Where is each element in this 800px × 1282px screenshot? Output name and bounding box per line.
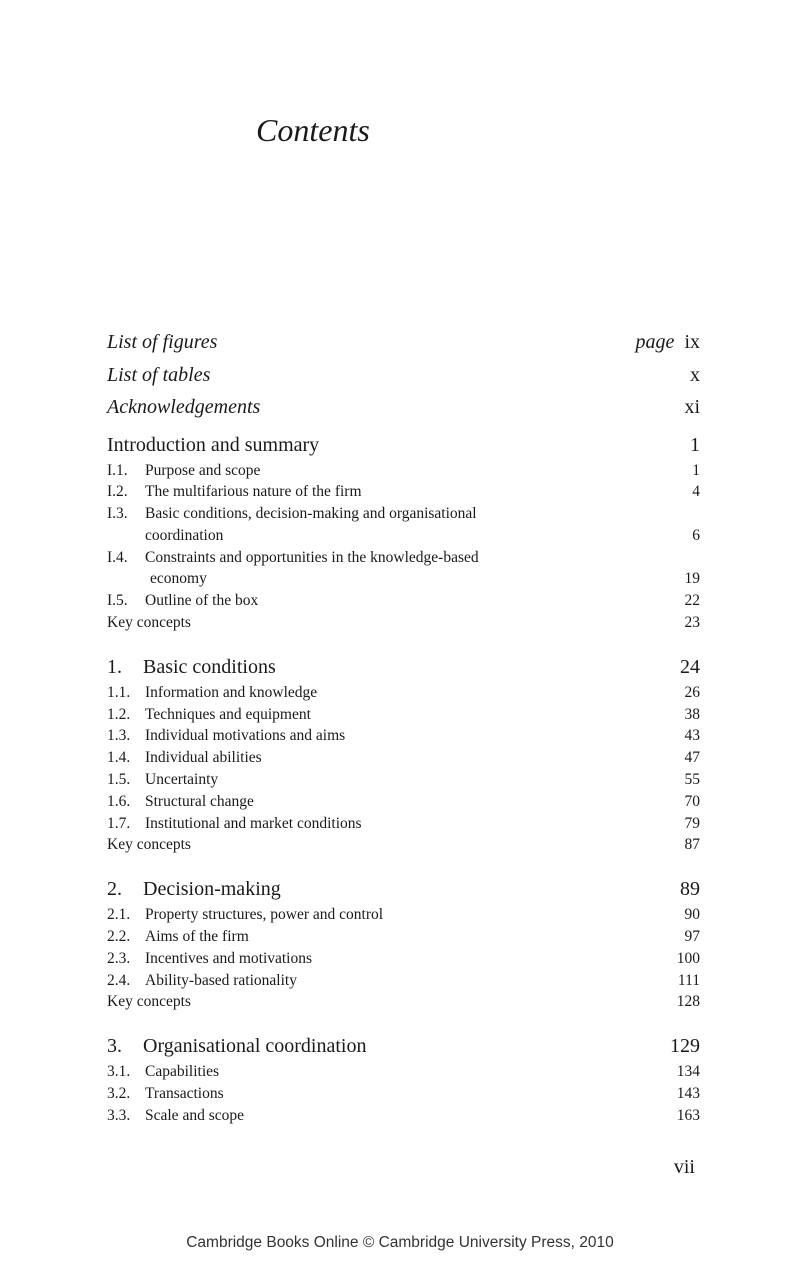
chapter-number: 3. [107, 1035, 122, 1058]
toc-page-number: 1 [692, 461, 700, 479]
section-title: Information and knowledge [145, 683, 318, 701]
section-number: 1.5. [107, 771, 131, 789]
key-concepts-label: Key concepts [107, 993, 191, 1011]
section-title: Individual motivations and aims [145, 727, 346, 745]
toc-page-number: 79 [684, 814, 700, 832]
toc-chapter-1[interactable] [107, 652, 700, 682]
toc-section[interactable] [107, 590, 700, 612]
key-concepts-label: Key concepts [107, 836, 191, 854]
toc-section[interactable] [107, 682, 700, 704]
section-title: Structural change [145, 792, 254, 810]
toc-chapter-label: Organisational coordination [143, 1035, 367, 1058]
toc-front-item[interactable] [107, 391, 700, 424]
page-folio: vii [673, 1156, 695, 1178]
toc-section[interactable] [107, 769, 700, 791]
toc-page-number: 24 [680, 655, 700, 678]
toc-section[interactable] [107, 460, 700, 482]
page-word: page [635, 331, 675, 353]
toc-chapter-label: Basic conditions [143, 655, 276, 678]
section-number: 2.2. [107, 928, 131, 946]
section-title-line1: Basic conditions, decision-making and organisational [145, 505, 477, 523]
toc-section[interactable] [107, 948, 700, 970]
section-number: 1.3. [107, 727, 131, 745]
section-title: Ability-based rationality [145, 971, 297, 989]
table-of-contents [107, 326, 700, 1127]
toc-key-concepts[interactable] [107, 834, 700, 856]
section-number: 3.1. [107, 1063, 131, 1081]
toc-section[interactable] [107, 791, 700, 813]
toc-page-number: 47 [684, 749, 700, 767]
toc-section[interactable] [107, 547, 700, 591]
section-number: I.2. [107, 483, 128, 501]
section-number: 2.3. [107, 949, 131, 967]
toc-item-label: List of figures [107, 331, 218, 353]
section-title: Aims of the firm [145, 928, 249, 946]
section-title: Outline of the box [145, 592, 259, 610]
toc-page-number: 23 [684, 614, 700, 632]
toc-chapter-label: Introduction and summary [107, 433, 320, 456]
section-number: I.4. [107, 548, 128, 566]
section-title: Transactions [145, 1085, 224, 1103]
toc-front-item[interactable] [107, 326, 700, 359]
toc-page-number: 38 [684, 705, 700, 723]
toc-section[interactable] [107, 1083, 700, 1105]
section-number: 1.4. [107, 749, 131, 767]
toc-page-number: 97 [684, 928, 700, 946]
toc-page-number: 89 [680, 878, 700, 901]
toc-page-number: 26 [684, 683, 700, 701]
section-number: 2.1. [107, 906, 131, 924]
toc-chapter-3[interactable] [107, 1031, 700, 1061]
toc-section[interactable] [107, 813, 700, 835]
toc-section[interactable] [107, 503, 700, 547]
section-number: I.3. [107, 505, 128, 523]
section-title: Incentives and motivations [145, 949, 313, 967]
section-number: 3.2. [107, 1085, 131, 1103]
toc-page-number: 87 [684, 836, 700, 854]
toc-page-number: 163 [676, 1106, 700, 1124]
section-title: Institutional and market conditions [145, 814, 362, 832]
toc-page-number: 70 [684, 792, 700, 810]
toc-page-number: 22 [684, 592, 700, 610]
chapter-number: 2. [107, 878, 122, 901]
section-title: Purpose and scope [145, 461, 261, 479]
toc-page-number: 128 [676, 993, 700, 1011]
toc-section[interactable] [107, 926, 700, 948]
toc-chapter-label: Decision-making [143, 878, 281, 901]
chapter-number: 1. [107, 655, 122, 678]
toc-page-number: 111 [677, 971, 700, 989]
toc-page-number: 90 [684, 906, 700, 924]
section-title-line2: coordination [145, 526, 224, 544]
section-title: Techniques and equipment [145, 705, 311, 723]
toc-front-item[interactable] [107, 359, 700, 392]
section-title: Property structures, power and control [145, 906, 384, 924]
section-title: The multifarious nature of the firm [145, 483, 362, 501]
section-title: Individual abilities [145, 749, 262, 767]
toc-page-number: 134 [676, 1063, 700, 1081]
toc-page-number: 19 [684, 570, 700, 588]
toc-page-number: xi [684, 396, 700, 418]
section-title: Scale and scope [145, 1106, 244, 1124]
section-title-line1: Constraints and opportunities in the knowledge-based [145, 548, 479, 566]
toc-page-number: 43 [684, 727, 700, 745]
toc-page-number: 143 [676, 1085, 700, 1103]
key-concepts-label: Key concepts [107, 614, 191, 632]
toc-page-number: 6 [692, 526, 700, 544]
toc-section[interactable] [107, 481, 700, 503]
toc-page-number: 1 [690, 433, 700, 456]
section-title: Uncertainty [145, 771, 219, 789]
section-number: 1.2. [107, 705, 131, 723]
toc-section[interactable] [107, 725, 700, 747]
toc-section[interactable] [107, 904, 700, 926]
copyright-footer: Cambridge Books Online © Cambridge University Press, 2010 [186, 1234, 614, 1251]
section-number: I.5. [107, 592, 128, 610]
toc-section[interactable] [107, 704, 700, 726]
section-number: 1.1. [107, 683, 131, 701]
section-number: 1.6. [107, 792, 131, 810]
toc-section[interactable] [107, 747, 700, 769]
section-title-line2: economy [150, 570, 207, 588]
toc-key-concepts[interactable] [107, 612, 700, 634]
toc-section[interactable] [107, 1061, 700, 1083]
toc-chapter-2[interactable] [107, 874, 700, 904]
toc-page-number: 55 [684, 771, 700, 789]
toc-page-number: 4 [692, 483, 700, 501]
page-title: Contents [256, 112, 370, 148]
section-number: 1.7. [107, 814, 131, 832]
toc-section[interactable] [107, 970, 700, 992]
section-number: 3.3. [107, 1106, 131, 1124]
toc-section[interactable] [107, 1105, 700, 1127]
toc-item-label: Acknowledgements [107, 396, 261, 418]
toc-page-number: 100 [676, 949, 700, 967]
toc-chapter-intro[interactable] [107, 430, 700, 460]
section-number: I.1. [107, 461, 128, 479]
toc-page-number: ix [684, 331, 700, 353]
section-title: Capabilities [145, 1063, 220, 1081]
toc-item-label: List of tables [107, 363, 211, 386]
toc-page-number: 129 [670, 1035, 700, 1058]
toc-key-concepts[interactable] [107, 991, 700, 1013]
section-number: 2.4. [107, 971, 131, 989]
toc-page-number: x [690, 363, 700, 386]
